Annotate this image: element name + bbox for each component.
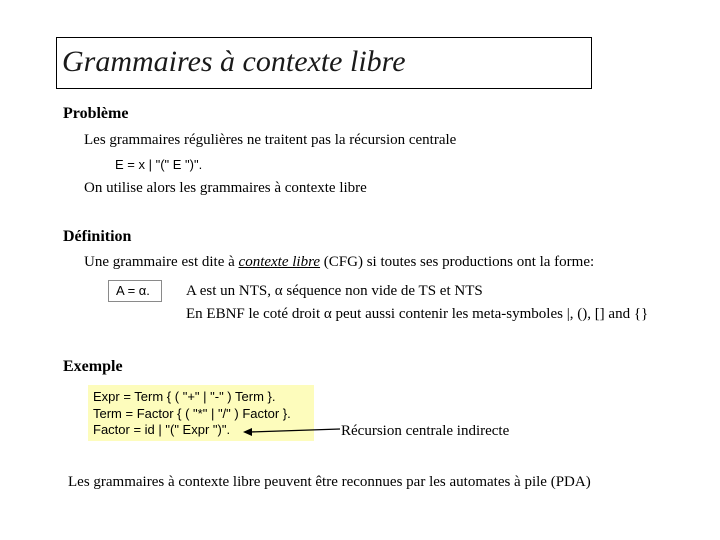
- probleme-line1: Les grammaires régulières ne traitent pas la récursion centrale: [84, 132, 457, 148]
- code-line-expr: Expr = Term { ( "+" | "-" ) Term }.: [93, 389, 276, 404]
- exemple-annotation: Récursion centrale indirecte: [341, 423, 510, 439]
- code-line-factor: Factor = id | "(" Expr ")".: [93, 422, 231, 437]
- probleme-example: E = x | "(" E ")".: [115, 157, 203, 172]
- definition-explain2: En EBNF le coté droit α peut aussi contenir les meta-symboles |, (), [] and {}: [186, 306, 649, 322]
- arrow-icon: [240, 420, 340, 440]
- conclusion-text: Les grammaires à contexte libre peuvent être reconnues par les automates à pile (PDA): [68, 474, 591, 490]
- definition-heading: Définition: [63, 228, 132, 245]
- formula-box: A = α.: [108, 280, 162, 302]
- definition-line-before: Une grammaire est dite à: [84, 254, 239, 270]
- code-line-term: Term = Factor { ( "*" | "/" ) Factor }.: [93, 405, 291, 421]
- slide-title: Grammaires à contexte libre: [62, 45, 406, 78]
- definition-line: [84, 252, 594, 272]
- definition-line-after: (CFG) si toutes ses productions ont la forme:: [320, 254, 595, 270]
- exemple-heading: Exemple: [63, 358, 123, 375]
- definition-explain1: A est un NTS, α séquence non vide de TS et NTS: [186, 283, 483, 299]
- probleme-heading: Problème: [63, 105, 129, 122]
- title-box: [56, 37, 592, 89]
- definition-emphasis: contexte libre: [238, 254, 321, 270]
- probleme-line2: On utilise alors les grammaires à contexte libre: [84, 180, 367, 196]
